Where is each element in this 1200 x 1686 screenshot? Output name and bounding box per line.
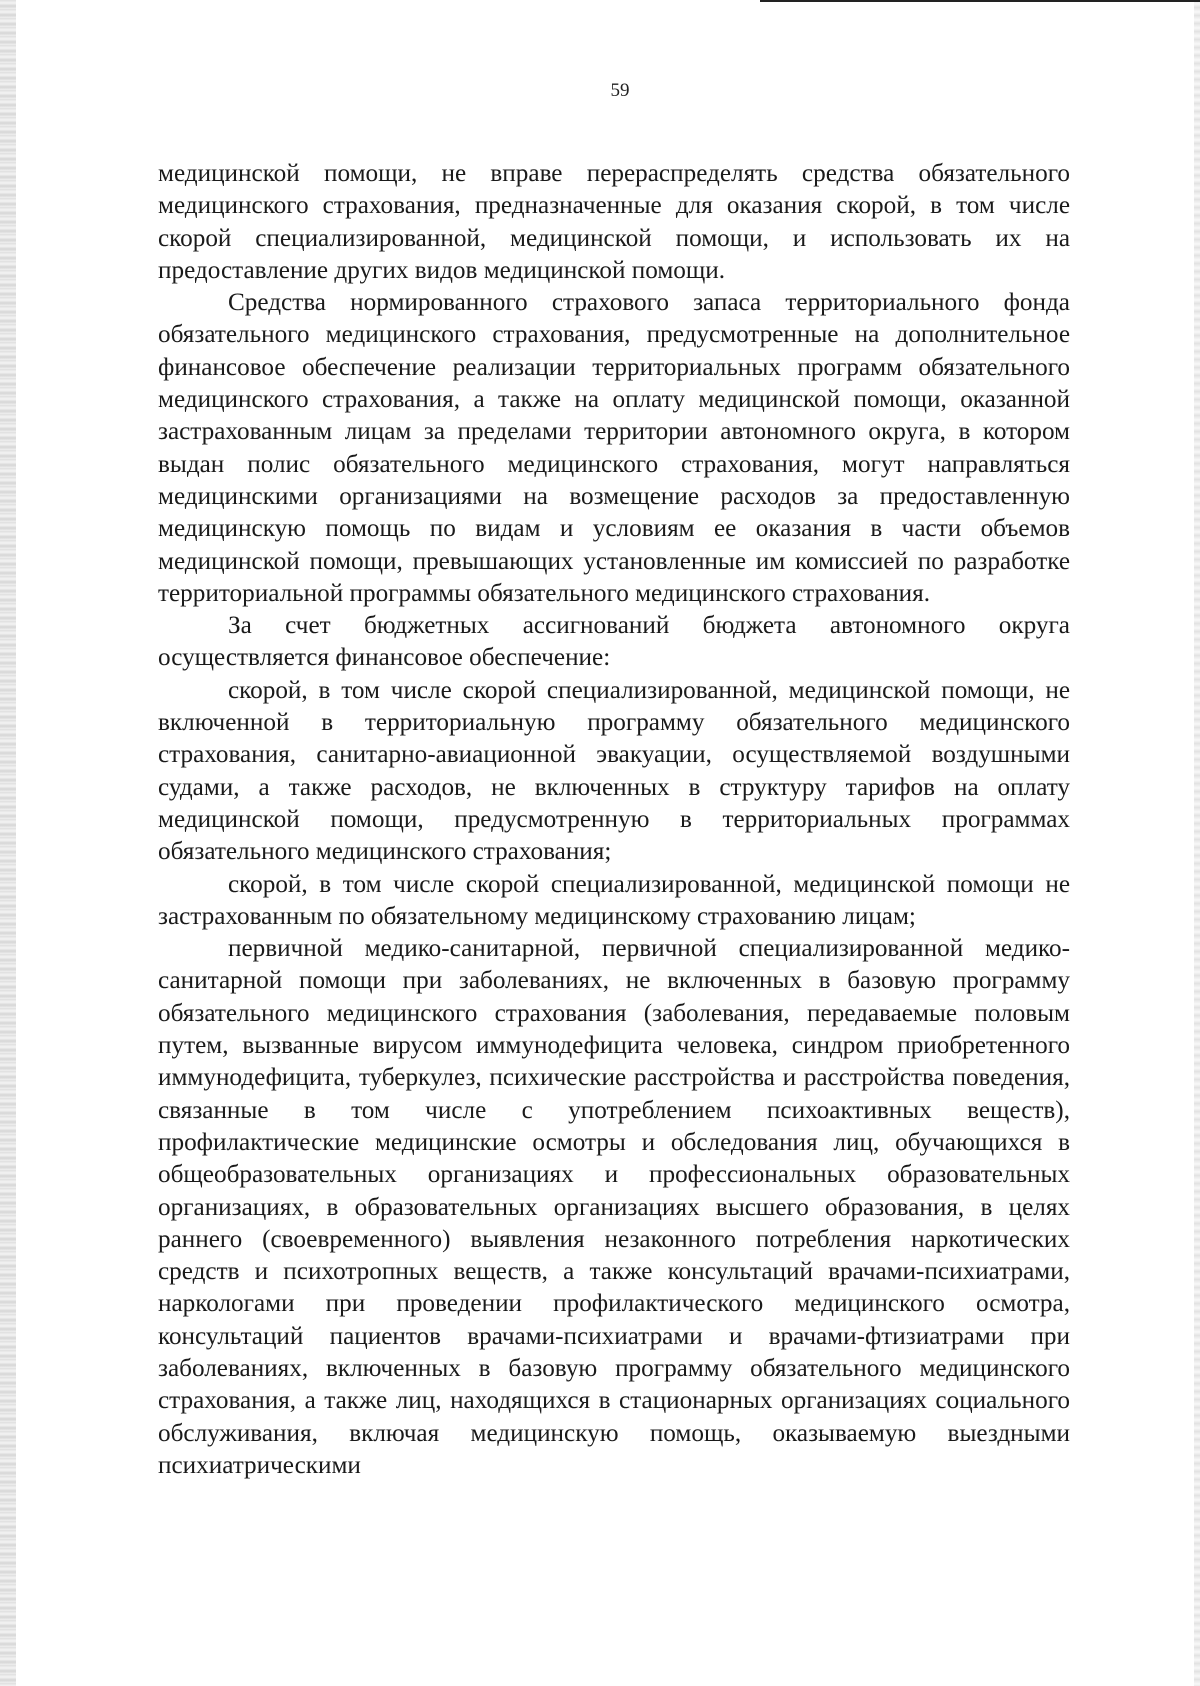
paragraph-3: За счет бюджетных ассигнований бюджета автономного округа осуществляется финансовое обеспечение:: [158, 612, 1070, 672]
scan-edge-right: [1194, 0, 1200, 1686]
paragraph-2: Средства нормированного страхового запаса территориального фонда обязательного медицинского страхования, предусмотренные на дополнительное финансовое обеспечение реализации территориальных программ обязательного медицинского страхования, а также на оплату медицинской помощи, оказанной застрахованным лицам за пределами территории автономного округа, в котором выдан полис обязательного медицинского страхования, могут направляться медицинскими организациями на возмещение расходов за предоставленную медицинскую помощь по видам и условиям ее оказания в части объемов медицинской помощи, превышающих установленные им комиссией по разработке территориальной программы обязательного медицинского страхования.: [158, 289, 1070, 607]
paragraph-4: скорой, в том числе скорой специализированной, медицинской помощи, не включенной в территориальную программу обязательного медицинского страхования, санитарно-авиационной эвакуации, осуществляемой воздушными судами, а также расходов, не включенных в структуру тарифов на оплату медицинской помощи, предусмотренную в территориальных программах обязательного медицинского страхования;: [158, 676, 1070, 866]
page-number: 59: [610, 80, 630, 101]
paragraph-6: первичной медико-санитарной, первичной специализированной медико-санитарной помощи при заболеваниях, не включенных в базовую программу обязательного медицинского страхования (заболевания, передаваемые половым путем, вызванные вирусом иммунодефицита человека, синдром приобретенного иммунодефицита, туберкулез, психические расстройства и расстройства поведения, связанные в том числе с употреблением психоактивных веществ), профилактические медицинские осмотры и обследования лиц, обучающихся в общеобразовательных организациях и профессиональных образовательных организациях, в образовательных организациях высшего образования, в целях раннего (своевременного) выявления незаконного потребления наркотических средств и психотропных веществ, а также консультаций врачами-психиатрами, наркологами при проведении профилактического медицинского осмотра, консультаций пациентов врачами-психиатрами и врачами-фтизиатрами при заболеваниях, включенных в базовую программу обязательного медицинского страхования, а также лиц, находящихся в стационарных организациях социального обслуживания, включая медицинскую помощь, оказываемую выездными психиатрическими: [158, 935, 1070, 1479]
document-body: [158, 158, 1070, 1482]
scan-edge-left: [0, 0, 16, 1686]
paragraph-1: медицинской помощи, не вправе перераспределять средства обязательного медицинского страхования, предназначенные для оказания скорой, в том числе скорой специализированной, медицинской помощи, и использовать их на предоставление других видов медицинской помощи.: [158, 160, 1070, 284]
scan-edge-top: [760, 0, 1200, 2]
paragraph-5: скорой, в том числе скорой специализированной, медицинской помощи не застрахованным по обязательному медицинскому страхованию лицам;: [158, 870, 1070, 930]
